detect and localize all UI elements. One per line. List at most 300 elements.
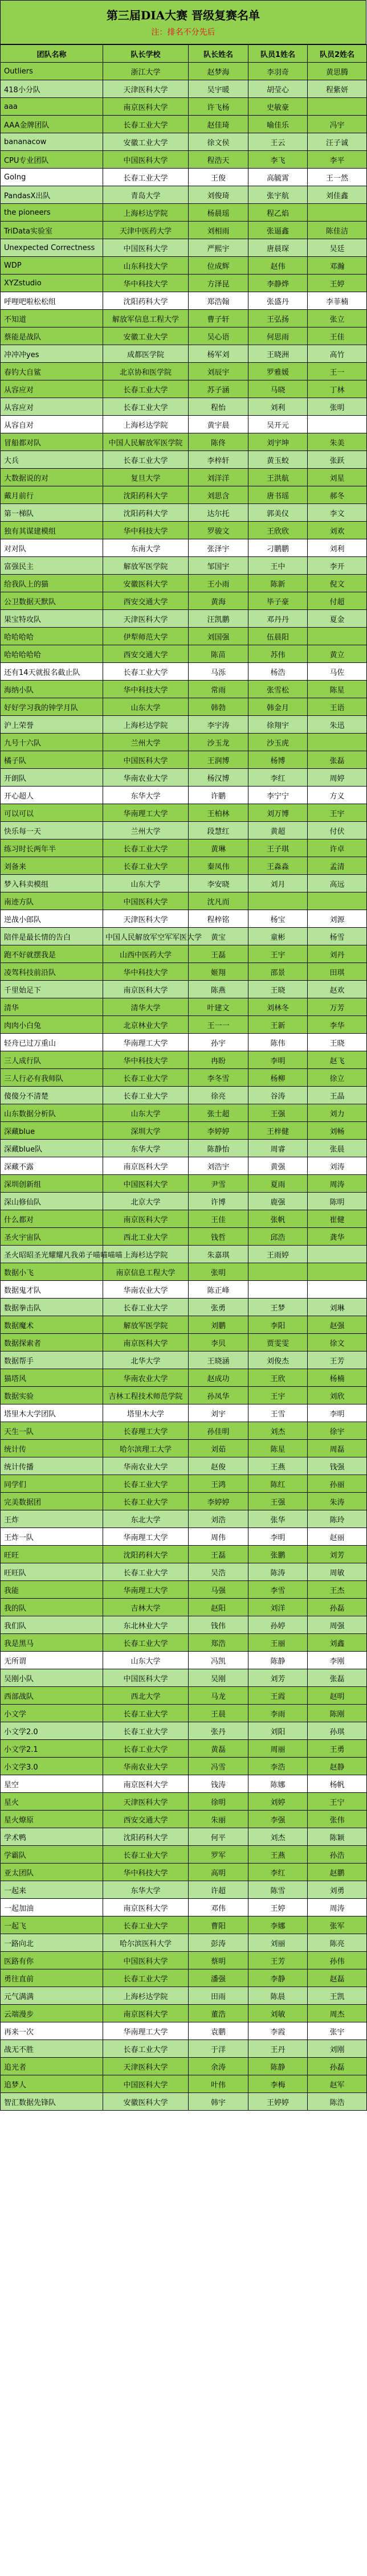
team-name-cell: 从容应对 (1, 380, 103, 398)
school-cell: 西北工业大学 (103, 1228, 189, 1246)
member2-cell: 孙磊 (308, 1599, 367, 1616)
team-name-cell: 好好学习我的钟学月队 (1, 698, 103, 716)
captain-cell: 刘浩宇 (189, 1157, 248, 1175)
member2-cell: 刘琳 (308, 1299, 367, 1316)
member2-cell: 丁林 (308, 380, 367, 398)
team-name-cell: 吴刚小队 (1, 1669, 103, 1687)
team-name-cell: 从容自对 (1, 416, 103, 433)
member1-cell: 刁鹏鹏 (248, 539, 308, 557)
member2-cell: 李明 (308, 1404, 367, 1422)
member2-cell: 万芳 (308, 998, 367, 1016)
team-name-cell: 我能 (1, 1581, 103, 1599)
table-row (1, 1281, 367, 1299)
column-header-member1: 队员1姓名 (248, 45, 308, 63)
school-cell: 华中科技大学 (103, 1864, 189, 1881)
school-cell: 华中科技大学 (103, 522, 189, 539)
member2-cell: 刘丹 (308, 945, 367, 963)
captain-cell: 刘俊琦 (189, 186, 248, 204)
column-header-member2: 队员2姓名 (308, 45, 367, 63)
table-row (1, 1722, 367, 1740)
member1-cell: 夏雨 (248, 1175, 308, 1193)
member1-cell: 王梓健 (248, 1122, 308, 1140)
school-cell: 长春工业大学 (103, 1969, 189, 1987)
member2-cell: 李文 (308, 504, 367, 522)
captain-cell: 沈凡而 (189, 892, 248, 910)
member1-cell: 李梅 (248, 2075, 308, 2093)
school-cell: 山东大学 (103, 1104, 189, 1122)
school-cell: 西安交通大学 (103, 592, 189, 610)
captain-cell: 高明 (189, 1864, 248, 1881)
team-name-cell: 数据魔术 (1, 1316, 103, 1334)
team-name-cell: aaa (1, 98, 103, 116)
table-row (1, 998, 367, 1016)
team-name-cell: 同学们 (1, 1475, 103, 1493)
captain-cell: 杨晨瑶 (189, 204, 248, 222)
member2-cell: 孟清 (308, 857, 367, 875)
member2-cell: 周涛 (308, 1175, 367, 1193)
captain-cell: 钱伟 (189, 1616, 248, 1634)
table-row (1, 1599, 367, 1616)
table-row (1, 1034, 367, 1051)
team-name-cell: 呼哩吧啦松松组 (1, 292, 103, 310)
member1-cell: 毕子豪 (248, 592, 308, 610)
member1-cell: 刘芳 (248, 1669, 308, 1687)
table-row (1, 1104, 367, 1122)
captain-cell: 徐文侯 (189, 133, 248, 151)
school-cell: 长春工业大学 (103, 1634, 189, 1652)
team-name-cell: 冲冲冲yes (1, 345, 103, 363)
member2-cell: 李刚 (308, 1652, 367, 1669)
member2-cell: 朱美 (308, 433, 367, 451)
table-row (1, 769, 367, 787)
captain-cell: 吴刚 (189, 1669, 248, 1687)
table-row (1, 539, 367, 557)
member2-cell: 马佐 (308, 663, 367, 681)
school-cell: 哈尔滨理工大学 (103, 1440, 189, 1457)
captain-cell: 张明 (189, 1263, 248, 1281)
team-name-cell: GoIng (1, 169, 103, 186)
member2-cell: 张伟 (308, 1811, 367, 1828)
page-subtitle: 注：排名不分先后 (151, 28, 215, 37)
table-row (1, 1952, 367, 1969)
team-name-cell: Unexpected Correctness (1, 239, 103, 257)
school-cell: 东华大学 (103, 787, 189, 804)
table-row (1, 804, 367, 822)
member2-cell: 张立 (308, 310, 367, 327)
member1-cell: 李明 (248, 1051, 308, 1069)
captain-cell: 黄宇晨 (189, 416, 248, 433)
school-cell: 沈阳药科大学 (103, 486, 189, 504)
table-row (1, 1193, 367, 1210)
member1-cell: 陈雪 (248, 1881, 308, 1899)
table-row (1, 310, 367, 327)
member2-cell: 王杰 (308, 1581, 367, 1599)
member1-cell: 李娜 (248, 1916, 308, 1934)
team-name-cell: 刘备来 (1, 857, 103, 875)
table-row (1, 1087, 367, 1104)
captain-cell: 王晓涵 (189, 1352, 248, 1369)
member2-cell: 许卓 (308, 839, 367, 857)
member1-cell: 王晓 (248, 981, 308, 998)
captain-cell: 李安晓 (189, 875, 248, 892)
table-row (1, 575, 367, 592)
captain-cell: 王晨 (189, 1705, 248, 1722)
member2-cell: 赵飞 (308, 1051, 367, 1069)
member1-cell: 刘婷 (248, 1793, 308, 1811)
table-row (1, 327, 367, 345)
team-name-cell: 快乐每一天 (1, 822, 103, 839)
team-name-cell: 富强民主 (1, 557, 103, 575)
member1-cell: 李雨 (248, 1705, 308, 1722)
team-name-cell: 猫塔风 (1, 1369, 103, 1387)
team-name-cell: 海纳小队 (1, 681, 103, 698)
member1-cell: 王燕 (248, 1846, 308, 1864)
table-row (1, 592, 367, 610)
school-cell: 南京医科大学 (103, 1157, 189, 1175)
member2-cell: 郝冬 (308, 486, 367, 504)
school-cell: 哈尔滨医科大学 (103, 1934, 189, 1952)
team-name-cell: 肉肉小白兔 (1, 1016, 103, 1034)
captain-cell: 郑浩翰 (189, 292, 248, 310)
team-name-cell: the pioneers (1, 204, 103, 222)
captain-cell: 陈燕 (189, 981, 248, 998)
member2-cell: 王晓 (308, 1034, 367, 1051)
table-row (1, 63, 367, 80)
member2-cell: 付伏 (308, 822, 367, 839)
member1-cell: 张逼鑫 (248, 222, 308, 239)
table-row (1, 363, 367, 380)
member1-cell: 王婷 (248, 1899, 308, 1916)
member2-cell: 孙丽 (308, 1475, 367, 1493)
table-row (1, 2022, 367, 2040)
member1-cell: 吴开元 (248, 416, 308, 433)
school-cell: 塔里木大学 (103, 1404, 189, 1422)
member1-cell: 鹿强 (248, 1193, 308, 1210)
team-name-cell: 可以可以 (1, 804, 103, 822)
school-cell: 解放军信息工程大学 (103, 310, 189, 327)
captain-cell: 马强 (189, 1581, 248, 1599)
captain-cell: 钱涛 (189, 1775, 248, 1793)
school-cell: 上海杉达学院 (103, 204, 189, 222)
table-row (1, 204, 367, 222)
team-name-cell: 深山修仙队 (1, 1193, 103, 1210)
captain-cell: 李贝 (189, 1334, 248, 1352)
team-name-cell: 大数据说的对 (1, 469, 103, 486)
member2-cell: 刘涛 (308, 1157, 367, 1175)
table-row (1, 1228, 367, 1246)
member2-cell: 刘刚 (308, 2040, 367, 2058)
school-cell: 长春工业大学 (103, 2040, 189, 2058)
member2-cell: 杨雪 (308, 928, 367, 945)
school-cell: 北京大学 (103, 1193, 189, 1210)
table-row (1, 1969, 367, 1987)
team-name-cell: 战无不胜 (1, 2040, 103, 2058)
team-name-cell: 深圳创新组 (1, 1175, 103, 1193)
table-row (1, 1016, 367, 1034)
member2-cell: 杨楠 (308, 1369, 367, 1387)
member2-cell: 周敏 (308, 1563, 367, 1581)
member2-cell: 李开 (308, 557, 367, 575)
member1-cell: 陈晨 (248, 1987, 308, 2005)
school-cell: 华南理工大学 (103, 1528, 189, 1546)
captain-cell: 苏子涵 (189, 380, 248, 398)
table-row (1, 222, 367, 239)
school-cell: 长春工业大学 (103, 169, 189, 186)
captain-cell: 罗骏文 (189, 522, 248, 539)
school-cell: 上海杉达学院 (103, 1246, 189, 1263)
captain-cell: 许博 (189, 1193, 248, 1210)
table-row (1, 610, 367, 628)
member1-cell: 杨浩 (248, 663, 308, 681)
member1-cell: 唐书瑶 (248, 486, 308, 504)
member2-cell: 赵丽 (308, 1528, 367, 1546)
captain-cell: 许飞杨 (189, 98, 248, 116)
member2-cell: 张晨 (308, 1140, 367, 1157)
member2-cell: 王宇 (308, 804, 367, 822)
table-row (1, 1387, 367, 1404)
school-cell: 南京信息工程大学 (103, 1263, 189, 1281)
table-row (1, 751, 367, 769)
member1-cell: 张鹏 (248, 1546, 308, 1563)
member1-cell: 刘宇坤 (248, 433, 308, 451)
member1-cell: 喻佳乐 (248, 116, 308, 133)
table-row (1, 116, 367, 133)
member2-cell: 孙琪 (308, 1722, 367, 1740)
table-row (1, 1864, 367, 1881)
captain-cell: 尹雪 (189, 1175, 248, 1193)
member2-cell: 崔健 (308, 1210, 367, 1228)
member1-cell: 王宇 (248, 1387, 308, 1404)
captain-cell: 程怡 (189, 398, 248, 416)
captain-cell: 田雨 (189, 1987, 248, 2005)
school-cell: 长春工业大学 (103, 398, 189, 416)
table-row (1, 1457, 367, 1475)
captain-cell: 董浩 (189, 2005, 248, 2022)
team-name-cell: 公卫数据天默队 (1, 592, 103, 610)
member1-cell: 李宁宁 (248, 787, 308, 804)
team-name-cell: 数据帮手 (1, 1352, 103, 1369)
school-cell: 安徽医科大学 (103, 575, 189, 592)
member2-cell: 孙伟 (308, 1952, 367, 1969)
table-row (1, 1122, 367, 1140)
member1-cell: 高毓霄 (248, 169, 308, 186)
captain-cell: 刘浩 (189, 1510, 248, 1528)
team-name-cell: 完美数据团 (1, 1493, 103, 1510)
captain-cell: 王小雨 (189, 575, 248, 592)
table-row (1, 2093, 367, 2111)
captain-cell: 赵佳琦 (189, 116, 248, 133)
team-name-cell: 学霸队 (1, 1846, 103, 1864)
member1-cell: 李静烨 (248, 275, 308, 292)
team-name-cell: 练习时长两年半 (1, 839, 103, 857)
school-cell: 华南农业大学 (103, 1457, 189, 1475)
member1-cell: 王云 (248, 133, 308, 151)
school-cell: 上海杉达学院 (103, 1987, 189, 2005)
team-name-cell: 哈哈哈哈 (1, 628, 103, 645)
table-row (1, 1334, 367, 1352)
member1-cell: 伍晨阳 (248, 628, 308, 645)
member2-cell: 陈浩 (308, 2093, 367, 2111)
member1-cell: 李雪 (248, 1581, 308, 1599)
team-name-cell: 哈哈哈哈哈 (1, 645, 103, 663)
school-cell: 长春工业大学 (103, 1563, 189, 1581)
member2-cell: 王一 (308, 363, 367, 380)
table-row (1, 1352, 367, 1369)
table-row (1, 292, 367, 310)
member1-cell: 王雨婷 (248, 1246, 308, 1263)
captain-cell: 朱丽 (189, 1811, 248, 1828)
captain-cell: 徐亮 (189, 1087, 248, 1104)
table-row (1, 1652, 367, 1669)
member1-cell: 黄玉蛟 (248, 451, 308, 469)
school-cell: 解放军医学院 (103, 1316, 189, 1334)
team-name-cell: 小文学2.1 (1, 1740, 103, 1758)
captain-cell: 刘宇 (189, 1404, 248, 1422)
captain-cell: 赵阳 (189, 1599, 248, 1616)
captain-cell: 罗军 (189, 1846, 248, 1864)
member1-cell: 李阳 (248, 1316, 308, 1334)
school-cell: 华南农业大学 (103, 1369, 189, 1387)
table-row (1, 345, 367, 363)
table-row (1, 839, 367, 857)
team-name-cell: 什么都对 (1, 1210, 103, 1228)
captain-cell: 王一一 (189, 1016, 248, 1034)
table-row (1, 1404, 367, 1422)
school-cell: 浙江大学 (103, 63, 189, 80)
school-cell: 安徽医科大学 (103, 2093, 189, 2111)
team-name-cell: 南迹方队 (1, 892, 103, 910)
member1-cell: 史敏豪 (248, 98, 308, 116)
captain-cell: 刘茹 (189, 1440, 248, 1457)
captain-cell: 张丹 (189, 1722, 248, 1740)
school-cell: 北华大学 (103, 1352, 189, 1369)
captain-cell: 陈正峰 (189, 1281, 248, 1299)
captain-cell: 何平 (189, 1828, 248, 1846)
member2-cell: 刘力 (308, 1104, 367, 1122)
member2-cell: 周婷 (308, 769, 367, 787)
captain-cell: 黄海 (189, 592, 248, 610)
table-row (1, 1775, 367, 1793)
table-row (1, 875, 367, 892)
member1-cell: 王丹 (248, 2040, 308, 2058)
captain-cell: 位成辉 (189, 257, 248, 275)
captain-cell: 孙佳明 (189, 1422, 248, 1440)
school-cell: 北京协和医学院 (103, 363, 189, 380)
school-cell: 西安交通大学 (103, 1811, 189, 1828)
captain-cell: 赵俊 (189, 1457, 248, 1475)
school-cell: 长春工业大学 (103, 839, 189, 857)
table-row (1, 892, 367, 910)
team-name-cell: 跑不好就摆我是 (1, 945, 103, 963)
captain-cell: 潘强 (189, 1969, 248, 1987)
school-cell: 中国医科大学 (103, 1669, 189, 1687)
table-row (1, 1422, 367, 1440)
captain-cell: 吴心语 (189, 327, 248, 345)
team-name-cell: 小文学3.0 (1, 1758, 103, 1775)
team-name-cell: 勇往直前 (1, 1969, 103, 1987)
table-row (1, 257, 367, 275)
table-row (1, 2040, 367, 2058)
table-body (1, 63, 367, 2111)
member1-cell: 李飞 (248, 151, 308, 169)
member1-cell: 周丽 (248, 1740, 308, 1758)
member2-cell: 周强 (308, 1616, 367, 1634)
member2-cell: 陈玲 (308, 1510, 367, 1528)
member1-cell: 李浩 (248, 1758, 308, 1775)
table-row (1, 398, 367, 416)
captain-cell: 袁鹏 (189, 2022, 248, 2040)
member2-cell: 田琪 (308, 963, 367, 981)
team-name-cell: 橘子队 (1, 751, 103, 769)
member1-cell: 王欣欣 (248, 522, 308, 539)
member2-cell: 周涛 (308, 1899, 367, 1916)
member2-cell: 冯宇 (308, 116, 367, 133)
member1-cell: 李红 (248, 769, 308, 787)
member2-cell: 刘利 (308, 539, 367, 557)
school-cell: 长春工业大学 (103, 1493, 189, 1510)
member1-cell: 邓丹丹 (248, 610, 308, 628)
table-row (1, 239, 367, 257)
member2-cell: 黄立 (308, 645, 367, 663)
captain-cell: 余涛 (189, 2058, 248, 2075)
table-row (1, 928, 367, 945)
school-cell: 山东大学 (103, 875, 189, 892)
member1-cell: 王欣 (248, 1369, 308, 1387)
member2-cell (308, 628, 367, 645)
school-cell: 华南农业大学 (103, 1758, 189, 1775)
table-row (1, 1916, 367, 1934)
member1-cell: 何思雨 (248, 327, 308, 345)
school-cell: 西安交通大学 (103, 645, 189, 663)
table-row (1, 1581, 367, 1599)
captain-cell: 刘洋洋 (189, 469, 248, 486)
member1-cell: 胡莹心 (248, 80, 308, 98)
team-name-cell: 云端漫步 (1, 2005, 103, 2022)
member2-cell: 王晶 (308, 1087, 367, 1104)
member2-cell: 王芳 (308, 1352, 367, 1369)
school-cell: 南京医科大学 (103, 1210, 189, 1228)
school-cell: 东北大学 (103, 1510, 189, 1528)
table-row (1, 557, 367, 575)
member1-cell: 陈新 (248, 575, 308, 592)
team-name-cell: 我的队 (1, 1599, 103, 1616)
captain-cell: 赵梦海 (189, 63, 248, 80)
table-row (1, 522, 367, 539)
member2-cell: 赵强 (308, 1316, 367, 1334)
member1-cell: 陈星 (248, 1440, 308, 1457)
member1-cell: 王霞 (248, 1687, 308, 1705)
school-cell: 华南农业大学 (103, 1281, 189, 1299)
table-row (1, 734, 367, 751)
member1-cell: 刘月 (248, 875, 308, 892)
team-name-cell: bananacow (1, 133, 103, 151)
member2-cell: 杨帆 (308, 1775, 367, 1793)
captain-cell: 李婷婷 (189, 1493, 248, 1510)
member1-cell: 张华 (248, 1510, 308, 1528)
school-cell: 深圳大学 (103, 1122, 189, 1140)
captain-cell: 方泽昆 (189, 275, 248, 292)
member1-cell: 赵伟 (248, 257, 308, 275)
team-name-cell: 不知道 (1, 310, 103, 327)
school-cell: 天津医科大学 (103, 80, 189, 98)
captain-cell: 吴浩 (189, 1563, 248, 1581)
captain-cell: 程梓铭 (189, 910, 248, 928)
table-row (1, 451, 367, 469)
school-cell: 长春工业大学 (103, 857, 189, 875)
table-row (1, 1740, 367, 1758)
member2-cell: 朱涛 (308, 1493, 367, 1510)
school-cell: 解放军医学院 (103, 557, 189, 575)
